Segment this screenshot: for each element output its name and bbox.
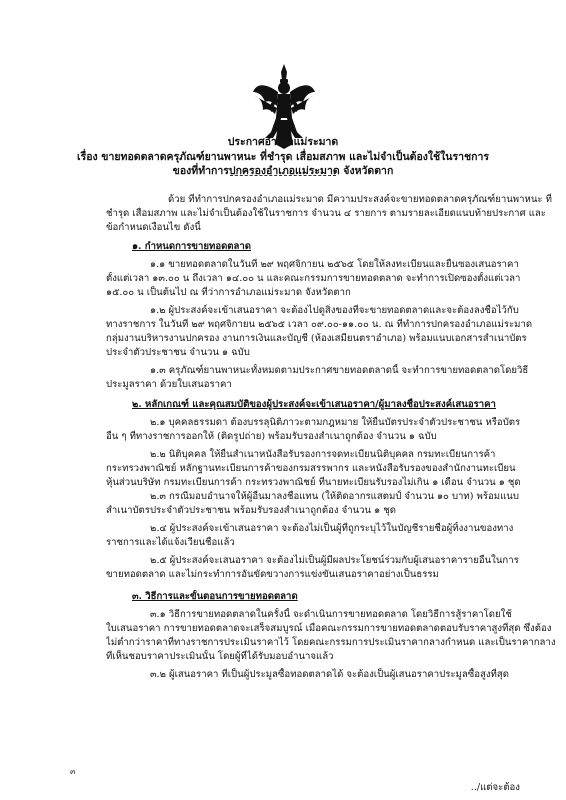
section-3-line: ที่เห็นชอบราคาประเมินนั้น โดยผู้ที่ได้รับมอบอำนาจแล้ว [106, 651, 334, 662]
section-2-line: ราชการและได้แจ้งเวียนชื่อแล้ว [106, 537, 235, 548]
section-3-heading: ๓. วิธีการและขั้นตอนการขายทอดตลาด [132, 591, 298, 602]
section-1-line: ทางราชการ ในวันที่ ๒๙ พฤศจิกายน ๒๕๖๕ เวลา ๐๙.๐๐-๑๑.๐๐ น. ณ ที่ทำการปกครองอำเภอแม่ระมาด [106, 319, 533, 330]
section-3-line: ๓.๒ ผู้เสนอราคา ที่เป็นผู้ประมูลซื้อทอดตลาดได้ จะต้องเป็นผู้เสนอราคาประมูลซื้อสูงที่สุด [150, 669, 509, 680]
section-1-line: ประมูลราคา ด้วยใบเสนอราคา [106, 379, 232, 390]
section-2-heading: ๒. หลักเกณฑ์ และคุณสมบัติของผู้ประสงค์จะเข้าเสนอราคา/ผู้มาลงชื่อประสงค์เสนอราคา [132, 399, 496, 410]
section-3-line: ๓.๑ วิธีการขายทอดตลาดในครั้งนี้ จะดำเนินการขายทอดตลาด โดยวิธีการสู้ราคาโดยใช้ [150, 609, 512, 620]
separator-line [230, 175, 336, 176]
section-1-line: กลุ่มงานบริหารงานปกครอง งานการเงินและบัญชี (ห้องเสมียนตราอำเภอ) พร้อมแนบเอกสารสำเนาบัตร [106, 333, 527, 344]
section-2-line: ขายทอดตลาด และไม่กระทำการอันขัดขวางการแข่งขันเสนอราคาอย่างเป็นธรรม [106, 569, 439, 580]
section-1-line: ๑.๒ ผู้ประสงค์จะเข้าเสนอราคา จะต้องไปดูสิ่งของที่จะขายทอดตลาดและจะต้องลงชื่อไว้กับ [150, 305, 519, 316]
intro-line: ด้วย ที่ทำการปกครองอำเภอแม่ระมาด มีความประสงค์จะขายทอดตลาดครุภัณฑ์ยานพาหนะ ที่ [168, 194, 552, 205]
section-1-line: ๑.๑ ขายทอดตลาดในวันที่ ๒๙ พฤศจิกายน ๒๕๖๕ โดยให้ลงทะเบียนและยื่นซองเสนอราคา [150, 259, 519, 270]
section-1-line: ๑.๓ ครุภัณฑ์ยานพาหนะทั้งหมดตามประกาศขายทอดตลาดนี้ จะทำการขายทอดตลาดโดยวิธี [150, 365, 529, 376]
section-2-line: หุ้นส่วนบริษัท กรมทะเบียนการค้า กระทรวงพาณิชย์ ที่นายทะเบียนรับรองไม่เกิน ๑ เดือน จำนวน ๑ ชุด [106, 477, 521, 488]
section-2-line: ๒.๑ บุคคลธรรมดา ต้องบรรลุนิติภาวะตามกฎหมาย ให้ยื่นบัตรประจำตัวประชาชน หรือบัตร [150, 417, 521, 428]
section-1-line: ประจำตัวประชาชน จำนวน ๑ ฉบับ [106, 347, 250, 358]
section-2-line: ๒.๕ ผู้ประสงค์จะเสนอราคา จะต้องไม่เป็นผู้มีผลประโยชน์ร่วมกับผู้เสนอราคารายอื่นในการ [150, 555, 519, 566]
intro-line: ข้อกำหนดเงื่อนไข ดังนี้ [106, 222, 201, 233]
margin-mark: ๓ [70, 767, 76, 776]
section-2-line: ๒.๓ กรณีมอบอำนาจให้ผู้อื่นมาลงชื่อแทน (ให้ติดอากรแสตมป์ จำนวน ๑๐ บาท) พร้อมแนบ [150, 491, 519, 502]
subject-line-1: เรื่อง ขายทอดตลาดครุภัณฑ์ยานพาหนะ ที่ชำรุด เสื่อมสภาพ และไม่จำเป็นต้องใช้ในราชการ [76, 151, 489, 163]
announcement-title: ประกาศอำเภอแม่ระมาด [227, 136, 339, 148]
subject-line-2: ของที่ทำการปกครองอำเภอแม่ระมาด จังหวัดตาก [172, 165, 394, 177]
section-2-line: สำเนาบัตรประจำตัวประชาชน พร้อมรับรองสำเนาถูกต้อง จำนวน ๑ ชุด [106, 505, 397, 516]
section-1-line: ๑๕.๐๐ น เป็นต้นไป ณ ที่ว่าการอำเภอแม่ระมาด จังหวัดตาก [106, 287, 351, 298]
intro-line: ชำรุด เสื่อมสภาพ และไม่จำเป็นต้องใช้ในราชการ จำนวน ๔ รายการ ตามรายละเอียดแนบท้ายประกาศ และ [106, 208, 546, 219]
continuation-text: ../แต่จะต้อง [470, 782, 520, 793]
section-2-line: ๒.๒ นิติบุคคล ให้ยื่นสำเนาหนังสือรับรองการจดทะเบียนนิติบุคคล กรมทะเบียนการค้า [150, 449, 496, 460]
section-2-line: อื่น ๆ ที่ทางราชการออกให้ (ติดรูปถ่าย) พร้อมรับรองสำเนาถูกต้อง จำนวน ๑ ฉบับ [106, 431, 437, 442]
section-3-line: ไม่ต่ำกว่าราคาที่ทางราชการประเมินราคาไว้ โดยคณะกรรมการประเมินราคากลางกำหนด และเป็นราคากลาง [106, 637, 556, 648]
section-2-line: กระทรวงพาณิชย์ หลักฐานทะเบียนการค้าของกรมสรรพากร และหนังสือรับรองของสำนักงานทะเบียน [106, 463, 516, 474]
section-2-line: ๒.๔ ผู้ประสงค์จะเข้าเสนอราคา จะต้องไม่เป็นผู้ที่ถูกระบุไว้ในบัญชีรายชื่อผู้ทิ้งงานของทาง [150, 523, 514, 534]
section-1-heading: ๑. กำหนดการขายทอดตลาด [132, 241, 252, 252]
section-1-line: ตั้งแต่เวลา ๑๓.๐๐ น ถึงเวลา ๑๔.๐๐ น และคณะกรรมการขายทอดตลาด จะทำการเปิดซองตั้งแต่เวลา [106, 273, 521, 284]
section-3-line: ใบเสนอราคา การขายทอดตลาดจะเสร็จสมบูรณ์ เมื่อคณะกรรมการขายทอดตลาดตอบรับราคาสูงที่สุด ซึ่งต้อง [106, 623, 552, 634]
